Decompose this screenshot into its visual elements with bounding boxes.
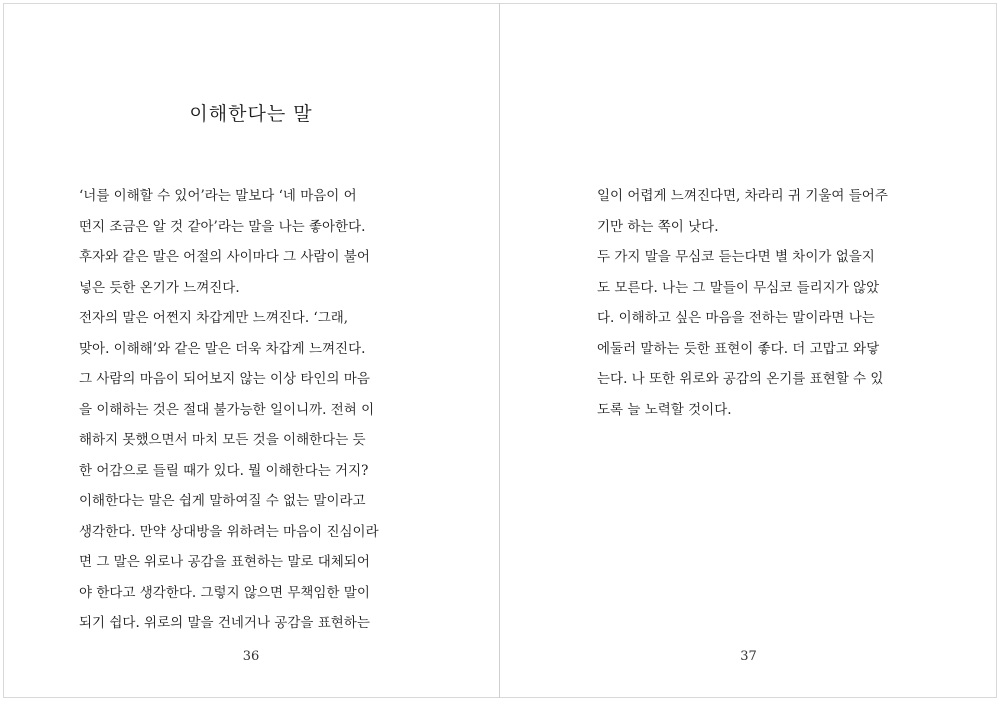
- text-line: 그 사람의 마음이 되어보지 않는 이상 타인의 마음: [79, 371, 370, 387]
- text-line: 는다. 나 또한 위로와 공감의 온기를 표현할 수 있: [597, 371, 884, 387]
- text-line: 맞아. 이해해’와 같은 말은 더욱 차갑게 느껴진다.: [79, 340, 366, 357]
- text-line: 해하지 못했으면서 마치 모든 것을 이해한다는 듯: [79, 432, 366, 448]
- text-line: 일이 어렵게 느껴진다면, 차라리 귀 기울여 들어주: [597, 188, 888, 204]
- text-line: 생각한다. 만약 상대방을 위하려는 마음이 진심이라: [79, 523, 379, 540]
- page-number-right: 37: [740, 649, 757, 664]
- text-line: 두 가지 말을 무심코 듣는다면 별 차이가 없을지: [597, 249, 875, 265]
- text-line: 야 한다고 생각한다. 그렇지 않으면 무책임한 말이: [79, 584, 370, 601]
- left-page: [3, 3, 499, 698]
- text-line: 을 이해하는 것은 절대 불가능한 일이니까. 전혀 이: [79, 401, 375, 418]
- text-line: 에둘러 말하는 듯한 표현이 좋다. 더 고맙고 와닿: [597, 340, 880, 357]
- right-page-body: [597, 181, 888, 425]
- text-line: 전자의 말은 어쩐지 차갑게만 느껴진다. ‘그래,: [79, 310, 349, 326]
- text-line: 넣은 듯한 온기가 느껴진다.: [79, 279, 240, 296]
- text-line: 후자와 같은 말은 어절의 사이마다 그 사람이 불어: [79, 249, 370, 265]
- text-line: 도록 늘 노력할 것이다.: [597, 401, 732, 418]
- text-line: 한 어감으로 들릴 때가 있다. 뭘 이해한다는 거지?: [79, 462, 369, 479]
- text-line: 떤지 조금은 알 것 같아’라는 말을 나는 좋아한다.: [79, 218, 366, 235]
- text-line: 면 그 말은 위로나 공감을 표현하는 말로 대체되어: [79, 554, 370, 570]
- text-line: 다. 이해하고 싶은 마음을 전하는 말이라면 나는: [597, 310, 875, 326]
- left-page-body: [79, 181, 379, 639]
- page-number-left: 36: [242, 649, 260, 664]
- text-line: 되기 쉽다. 위로의 말을 건네거나 공감을 표현하는: [79, 615, 370, 631]
- chapter-title: 이해한다는 말: [189, 103, 313, 125]
- text-line: 이해한다는 말은 쉽게 말하여질 수 없는 말이라고: [79, 493, 366, 509]
- right-page: [500, 3, 997, 698]
- text-line: 도 모른다. 나는 그 말들이 무심코 들리지가 않았: [597, 279, 880, 296]
- text-line: ‘너를 이해할 수 있어’라는 말보다 ‘네 마음이 어: [79, 188, 357, 204]
- text-line: 기만 하는 쪽이 낫다.: [597, 218, 719, 235]
